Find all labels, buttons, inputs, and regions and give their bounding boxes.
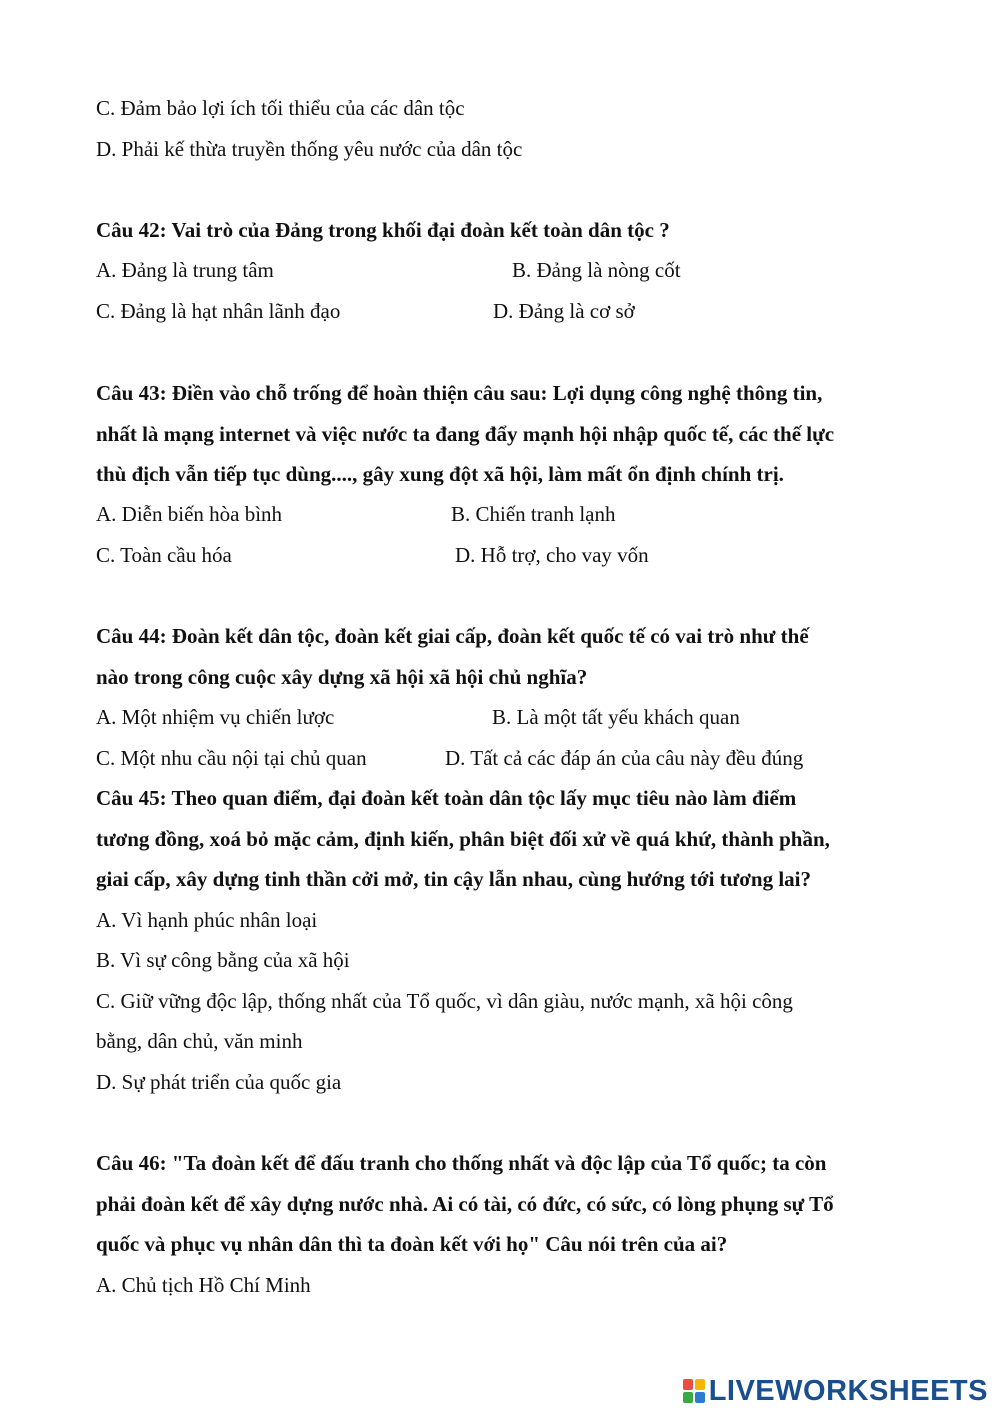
q42-question: Câu 42: Vai trò của Đảng trong khối đại đoàn kết toàn dân tộc ?: [96, 218, 670, 242]
q43-option-a: A. Diễn biến hòa bình: [96, 502, 283, 526]
q43-question-line: thù địch vẫn tiếp tục dùng...., gây xung đột xã hội, làm mất ổn định chính trị.: [96, 462, 784, 486]
q46-question-line: Câu 46: "Ta đoàn kết để đấu tranh cho thống nhất và độc lập của Tổ quốc; ta còn: [96, 1151, 827, 1175]
liveworksheets-logo-icon: [682, 1378, 706, 1404]
q46-question-line: phải đoàn kết để xây dựng nước nhà. Ai có tài, có đức, có sức, có lòng phụng sự Tổ: [96, 1192, 834, 1216]
q44-option-d: D. Tất cả các đáp án của câu này đều đúng: [445, 746, 804, 770]
liveworksheets-logo: [682, 1374, 988, 1408]
liveworksheets-logo-text: LIVEWORKSHEETS: [708, 1374, 988, 1407]
q45-question-line: Câu 45: Theo quan điểm, đại đoàn kết toàn dân tộc lấy mục tiêu nào làm điểm: [96, 786, 797, 810]
q45-option-c-line: C. Giữ vững độc lập, thống nhất của Tổ quốc, vì dân giàu, nước mạnh, xã hội công: [96, 989, 793, 1013]
q42-option-d: D. Đảng là cơ sở: [493, 299, 635, 323]
q46-option-a: A. Chủ tịch Hồ Chí Minh: [96, 1273, 311, 1297]
q43-option-b: B. Chiến tranh lạnh: [451, 502, 616, 526]
q44-option-c: C. Một nhu cầu nội tại chủ quan: [96, 746, 367, 770]
q45-question-line: tương đồng, xoá bỏ mặc cảm, định kiến, phân biệt đối xử về quá khứ, thành phần,: [96, 827, 830, 851]
q44-question-line: nào trong công cuộc xây dựng xã hội xã hội chủ nghĩa?: [96, 665, 588, 689]
q42-option-c: C. Đảng là hạt nhân lãnh đạo: [96, 299, 341, 323]
q43-option-c: C. Toàn cầu hóa: [96, 543, 232, 567]
logo-square-4: [695, 1392, 705, 1403]
q45-option-c-line: bằng, dân chủ, văn minh: [96, 1029, 303, 1053]
q42-option-a: A. Đảng là trung tâm: [96, 258, 274, 282]
q44-option-b: B. Là một tất yếu khách quan: [492, 705, 740, 729]
q41-option-c: C. Đảm bảo lợi ích tối thiểu của các dân tộc: [96, 96, 465, 120]
q43-question-line: Câu 43: Điền vào chỗ trống để hoàn thiện câu sau: Lợi dụng công nghệ thông tin,: [96, 381, 823, 405]
q41-option-d: D. Phải kế thừa truyền thống yêu nước của dân tộc: [96, 137, 523, 161]
q42-option-b: B. Đảng là nòng cốt: [512, 258, 681, 282]
q43-question-line: nhất là mạng internet và việc nước ta đang đẩy mạnh hội nhập quốc tế, các thế lực: [96, 422, 835, 446]
logo-square-1: [683, 1379, 693, 1390]
q45-question-line: giai cấp, xây dựng tinh thần cởi mở, tin cậy lẫn nhau, cùng hướng tới tương lai?: [96, 867, 811, 891]
logo-square-2: [695, 1379, 705, 1390]
q45-option-a: A. Vì hạnh phúc nhân loại: [96, 908, 318, 932]
q46-question-line: quốc và phục vụ nhân dân thì ta đoàn kết với họ" Câu nói trên của ai?: [96, 1232, 728, 1256]
q44-question-line: Câu 44: Đoàn kết dân tộc, đoàn kết giai cấp, đoàn kết quốc tế có vai trò như thế: [96, 624, 809, 648]
logo-square-3: [683, 1392, 693, 1403]
q43-option-d: D. Hỗ trợ, cho vay vốn: [455, 543, 649, 567]
q44-option-a: A. Một nhiệm vụ chiến lược: [96, 705, 335, 729]
q45-option-d: D. Sự phát triển của quốc gia: [96, 1070, 342, 1094]
q45-option-b: B. Vì sự công bằng của xã hội: [96, 948, 350, 972]
